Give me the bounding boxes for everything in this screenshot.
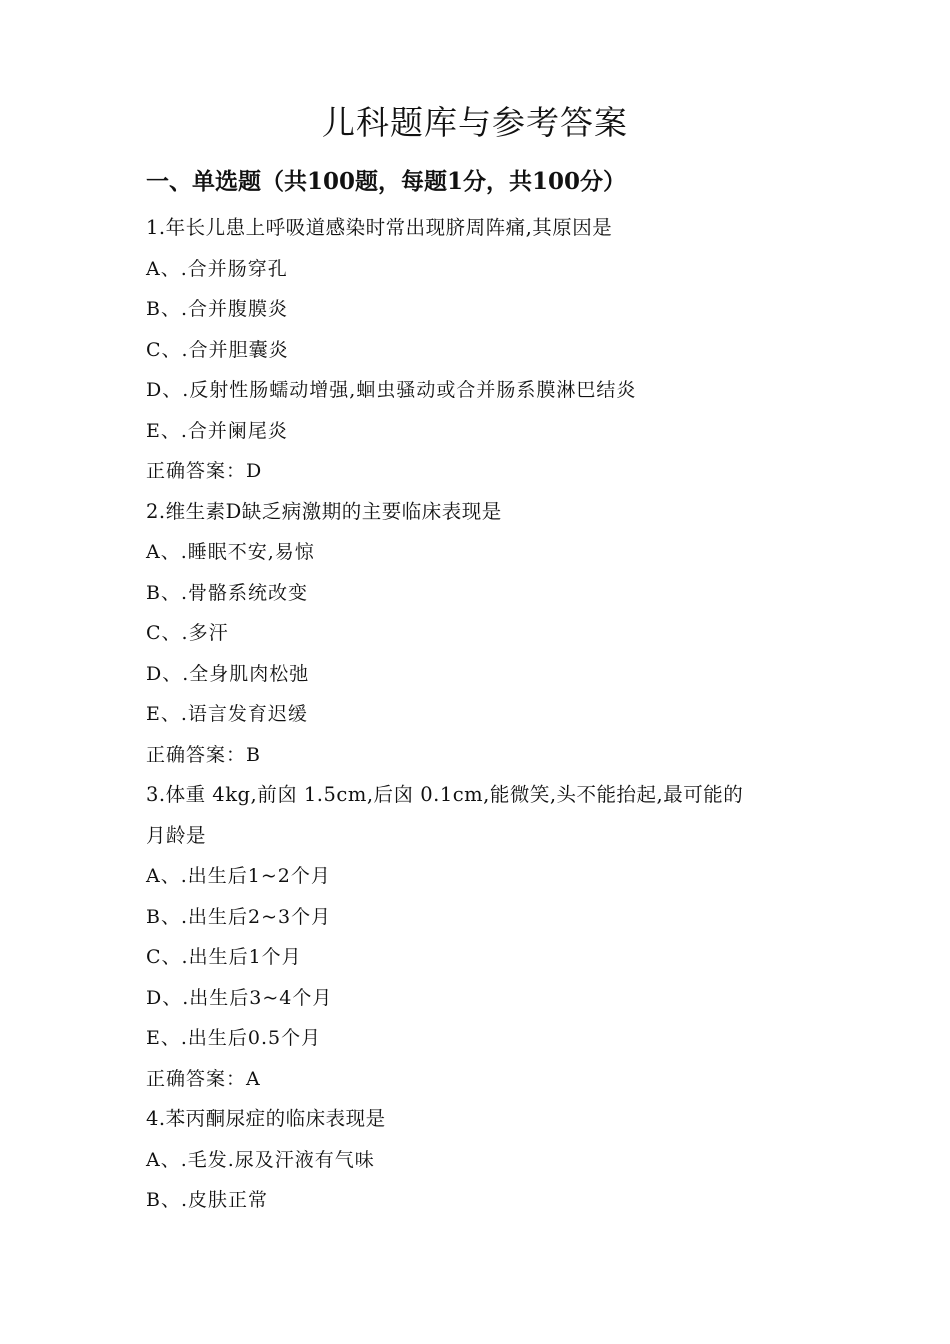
option-c: C、.出生后1个月	[146, 946, 302, 968]
correct-answer: 正确答案：B	[146, 743, 261, 766]
option-b: B、.骨骼系统改变	[146, 581, 309, 604]
question-3	[146, 775, 826, 1099]
question-stem: 1.年长儿患上呼吸道感染时常出现脐周阵痛,其原因是	[146, 216, 613, 239]
question-list	[146, 208, 826, 1221]
option-b: B、.合并腹膜炎	[146, 298, 289, 320]
option-d: D、.反射性肠蠕动增强,蛔虫骚动或合并肠系膜淋巴结炎	[146, 379, 637, 401]
question-2	[146, 492, 826, 776]
question-4	[146, 1099, 826, 1221]
document-title: 儿科题库与参考答案	[322, 103, 628, 142]
option-d: D、.全身肌肉松弛	[146, 662, 310, 685]
option-e: E、.语言发育迟缓	[146, 703, 308, 725]
option-c: C、.合并胆囊炎	[146, 338, 289, 361]
option-b: B、.出生后2~3个月	[146, 905, 332, 928]
question-stem-continued: 月龄是	[146, 823, 207, 847]
option-e: E、.合并阑尾炎	[146, 419, 288, 442]
option-e: E、.出生后0.5个月	[146, 1027, 322, 1049]
option-a: A、.睡眠不安,易惊	[146, 541, 315, 563]
correct-answer: 正确答案：A	[146, 1067, 261, 1090]
option-c: C、.多汗	[146, 622, 229, 644]
option-a: A、.毛发.尿及汗液有气味	[146, 1148, 375, 1171]
question-stem: 4.苯丙酮尿症的临床表现是	[146, 1107, 386, 1130]
option-a: A、.出生后1~2个月	[146, 865, 331, 887]
question-stem: 2.维生素D缺乏病激期的主要临床表现是	[146, 499, 502, 523]
correct-answer: 正确答案：D	[146, 460, 263, 482]
section-heading: 一、单选题（共100题，每题1分，共100分）	[146, 168, 627, 195]
question-stem: 3.体重 4kg,前囟 1.5cm,后囟 0.1cm,能微笑,头不能抬起,最可能的	[146, 783, 744, 806]
option-a: A、.合并肠穿孔	[146, 257, 288, 280]
option-b: B、.皮肤正常	[146, 1189, 269, 1211]
question-1	[146, 208, 826, 492]
option-d: D、.出生后3~4个月	[146, 986, 333, 1009]
